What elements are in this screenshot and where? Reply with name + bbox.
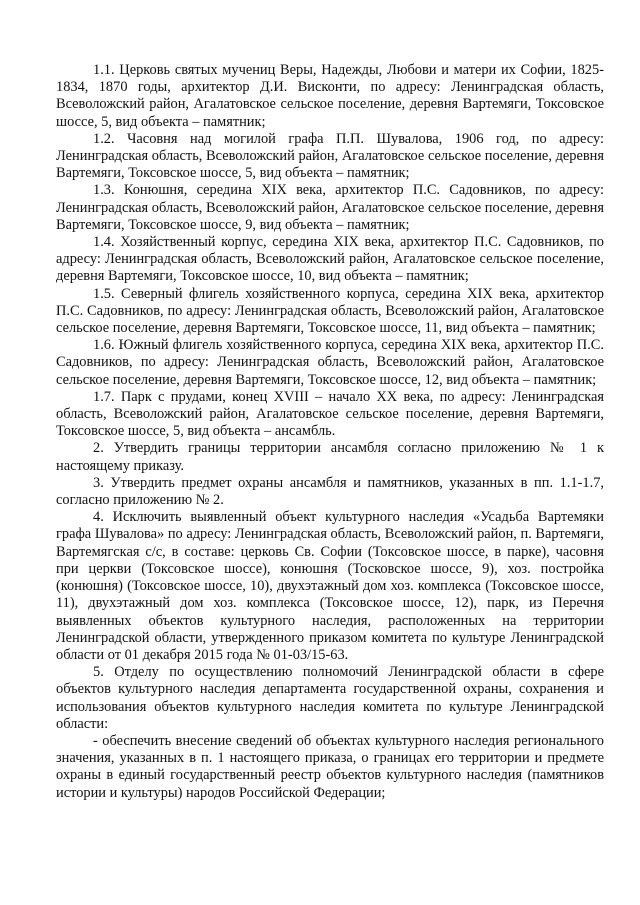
paragraph-item-1-7: 1.7. Парк с прудами, конец XVIII – начало XX века, по адресу: Ленинградская область, Всеволожский район, Агалатовское сельское поселение, деревня Вартемяги, Токсовское шоссе, 5, вид объекта – ансамбль. [56,388,604,440]
paragraph-item-1-2: 1.2. Часовня над могилой графа П.П. Шувалова, 1906 год, по адресу: Ленинградская область, Всеволожский район, Агалатовское сельское поселение, деревня Вартемяги, Токсовское шоссе, 5, вид объекта – памятник; [56,130,604,182]
paragraph-item-1-4: 1.4. Хозяйственный корпус, середина XIX века, архитектор П.С. Садовников, по адресу: Ленинградская область, Всеволожский район, Агалатовское сельское поселение, деревня Вартемяги, Токсовское шоссе, 10, вид объекта – памятник; [56,234,604,285]
paragraph-item-4: 4. Исключить выявленный объект культурного наследия «Усадьба Вартемяки графа Шувалова» по адресу: Ленинградская область, Всеволожский район, п. Вартемяги, Вартемягская с/с, в составе: церковь Св. Софии (Токсовское шоссе, в парке), часовня при церкви (Токсовское шоссе), конюшня (Тосковское шоссе, 9), хоз. постройка (конюшня) (Токсовское шоссе, 10), двухэтажный дом хоз. комплекса (Токсовское шоссе, 11), двухэтажный дом хоз. комплекса (Токсовское шоссе, 12), парк, из Перечня выявленных объектов культурного наследия, расположенных на территории Ленинградской области, утвержденного приказом комитета по культуре Ленинградской области от 01 декабря 2015 года № 01-03/15-63. [56,509,604,663]
paragraph-item-1-3: 1.3. Конюшня, середина XIX века, архитектор П.С. Садовников, по адресу: Ленинградская область, Всеволожский район, Агалатовское сельское поселение, деревня Вартемяги, Токсовское шоссе, 9, вид объекта – памятник; [56,182,604,233]
paragraph-item-1-1: 1.1. Церковь святых мучениц Веры, Надежды, Любови и матери их Софии, 1825-1834, 1870 годы, архитектор Д.И. Висконти, по адресу: Ленинградская область, Всеволожский район, Агалатовское сельское поселение, деревня Вартемяги, Токсовское шоссе, 5, вид объекта – памятник; [56,62,604,130]
paragraph-item-1-5: 1.5. Северный флигель хозяйственного корпуса, середина XIX века, архитектор П.С. Садовников, по адресу: Ленинградская область, Всеволожский район, Агалатовское сельское поселение, деревня Вартемяги, Токсовское шоссе, 11, вид объекта – памятник; [56,285,604,337]
paragraph-item-5-bullet: - обеспечить внесение сведений об объектах культурного наследия регионального значения, указанных в п. 1 настоящего приказа, о границах его территории и предмете охраны в единый государственный реестр объектов культурного наследия (памятников истории и культуры) народов Российской Федерации; [56,732,604,801]
paragraph-item-1-6: 1.6. Южный флигель хозяйственного корпуса, середина XIX века, архитектор П.С. Садовников, по адресу: Ленинградская область, Всеволожский район, Агалатовское сельское поселение, деревня Вартемяги, Токсовское шоссе, 12, вид объекта – памятник; [56,337,604,388]
paragraph-item-5: 5. Отделу по осуществлению полномочий Ленинградской области в сфере объектов культурного наследия департамента государственной охраны, сохранения и использования объектов культурного наследия комитета по культуре Ленинградской области: [56,664,604,732]
paragraph-item-3: 3. Утвердить предмет охраны ансамбля и памятников, указанных в пп. 1.1-1.7, согласно приложению № 2. [56,474,604,509]
paragraph-item-2: 2. Утвердить границы территории ансамбля согласно приложению № 1 к настоящему приказу. [56,440,604,474]
document-page [56,62,604,802]
